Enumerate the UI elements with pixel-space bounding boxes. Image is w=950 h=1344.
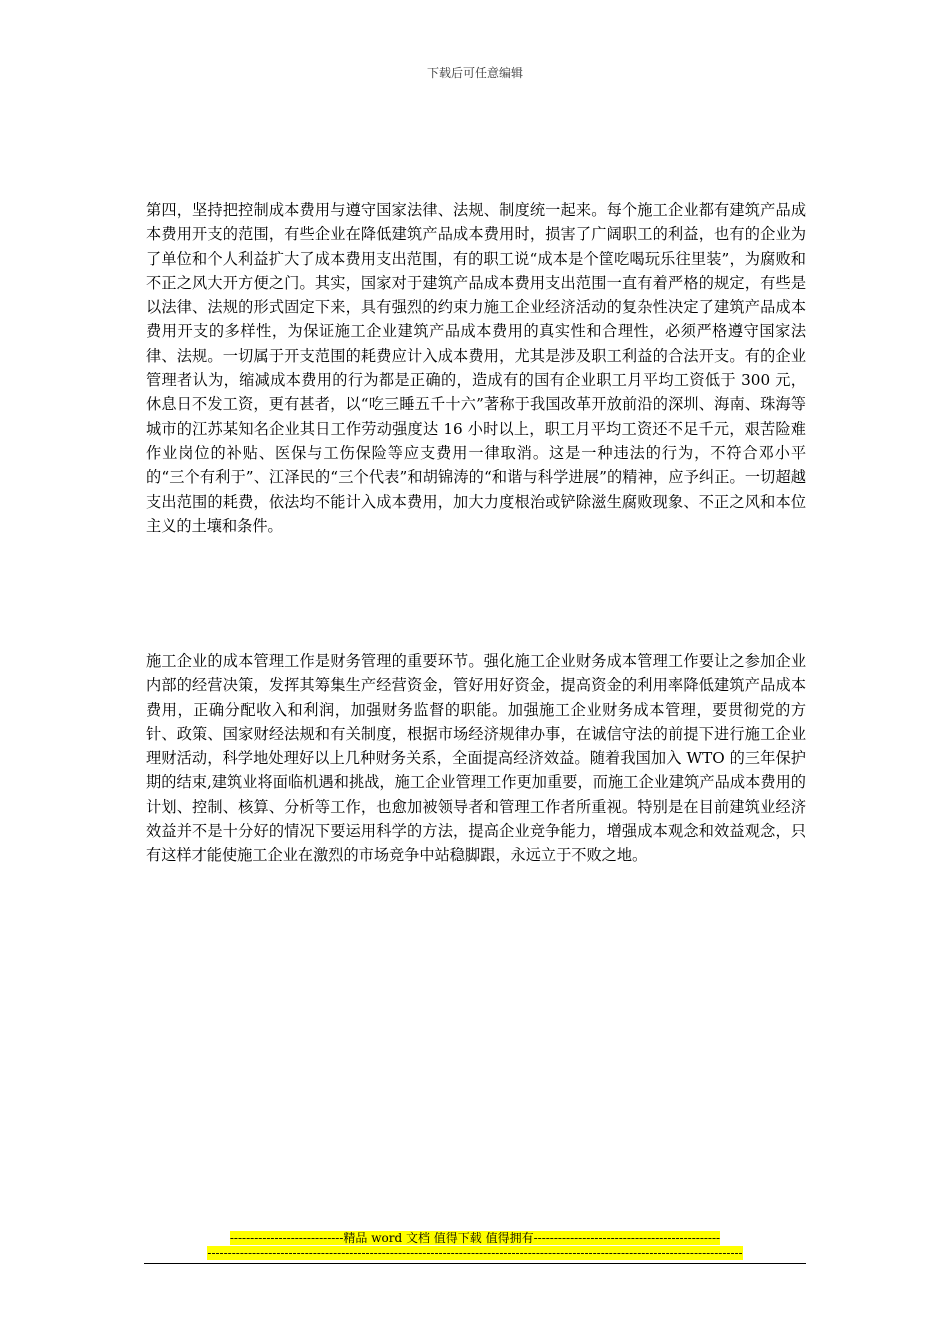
footer-banner-text: ----------------------------精品 word 文档 值得下载 值得拥有---------------------------------------------- (229, 1231, 721, 1245)
footer-banner (0, 1231, 950, 1246)
footer-divider (144, 1263, 806, 1264)
paragraph-cost-management-conclusion: 施工企业的成本管理工作是财务管理的重要环节。强化施工企业财务成本管理工作要让之参加企业内部的经营决策，发挥其筹集生产经营资金，管好用好资金，提高资金的利用率降低建筑产品成本费用，正确分配收入和利润，加强财务监督的职能。加强施工企业财务成本管理，要贯彻党的方针、政策、国家财经法规和有关制度，根据市场经济规律办事，在诚信守法的前提下进行施工企业理财活动，科学地处理好以上几种财务关系，全面提高经济效益。随着我国加入 WTO 的三年保护期的结束,建筑业将面临机遇和挑战，施工企业管理工作更加重要，而施工企业建筑产品成本费用的计划、控制、核算、分析等工作，也愈加被领导者和管理工作者所重视。特别是在目前建筑业经济效益并不是十分好的情况下要运用科学的方法，提高企业竞争能力，增强成本观念和效益观念，只有这样才能使施工企业在激烈的市场竞争中站稳脚跟，永远立于不败之地。 (146, 652, 806, 865)
page-header: 下载后可任意编辑 (426, 66, 523, 80)
footer-banner-dashes (0, 1246, 950, 1261)
footer-banner-dash-line: ------------------------------------------------------------------------------------------------------------------------------------ (207, 1246, 743, 1260)
paragraph-cost-control-law: 第四，坚持把控制成本费用与遵守国家法律、法规、制度统一起来。每个施工企业都有建筑产品成本费用开支的范围，有些企业在降低建筑产品成本费用时，损害了广阔职工的利益，也有的企业为了单位和个人利益扩大了成本费用支出范围，有的职工说“成本是个筐吃喝玩乐往里装”，为腐败和不正之风大开方便之门。其实，国家对于建筑产品成本费用支出范围一直有着严格的规定，有些是以法律、法规的形式固定下来，具有强烈的约束力施工企业经济活动的复杂性决定了建筑产品成本费用开支的多样性，为保证施工企业建筑产品成本费用的真实性和合理性，必须严格遵守国家法律、法规。一切属于开支范围的耗费应计入成本费用，尤其是涉及职工利益的合法开支。有的企业管理者认为，缩减成本费用的行为都是正确的，造成有的国有企业职工月平均工资低于 300 元，休息日不发工资，更有甚者，以“吃三睡五千十六”著称于我国改革开放前沿的深圳、海南、珠海等城市的江苏某知名企业其日工作劳动强度达 16 小时以上，职工月平均工资还不足千元，艰苦险难作业岗位的补贴、医保与工伤保险等应支费用一律取消。这是一种违法的行为，不符合邓小平的“三个有利于”、江泽民的“三个代表”和胡锦涛的“和谐与科学进展”的精神，应予纠正。一切超越支出范围的耗费，依法均不能计入成本费用，加大力度根治或铲除滋生腐败现象、不正之风和本位主义的土壤和条件。 (146, 201, 806, 535)
